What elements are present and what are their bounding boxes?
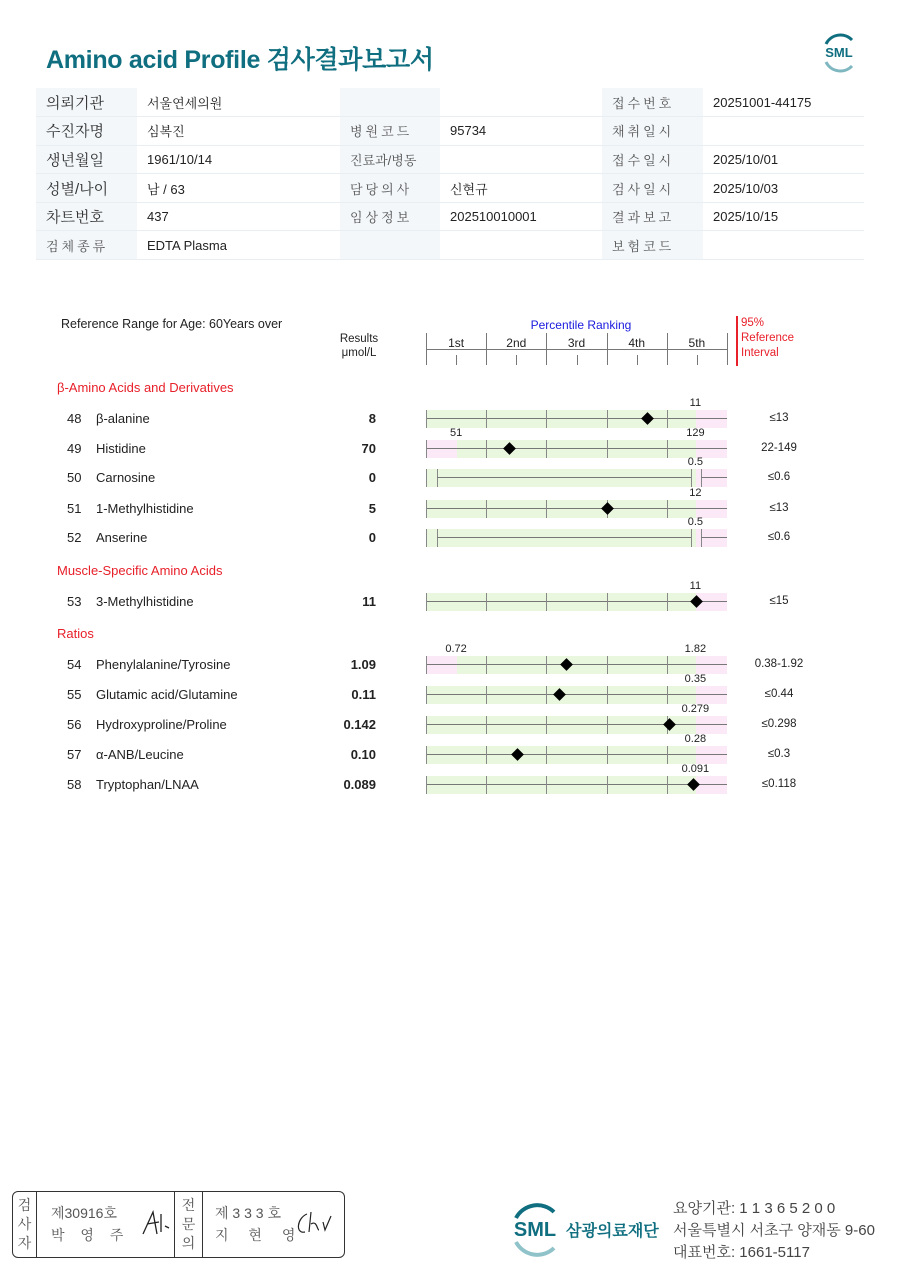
bar-divider	[667, 440, 668, 458]
analyte-number: 57	[67, 747, 82, 762]
report-title: Amino acid Profile 검사결과보고서	[46, 46, 434, 74]
info-label: 병원코드	[340, 117, 440, 146]
analyte-result: 0.142	[343, 717, 376, 732]
bar-divider	[691, 469, 692, 487]
info-value: 신현규	[440, 174, 602, 203]
bar-divider	[486, 686, 487, 704]
bar-divider	[667, 410, 668, 428]
section-title: Muscle-Specific Amino Acids	[57, 563, 223, 578]
bar-divider	[546, 776, 547, 794]
bar-line	[427, 601, 727, 602]
abnormal-zone	[696, 686, 727, 704]
info-row	[36, 231, 864, 260]
bar-divider	[437, 469, 438, 487]
info-label: 검체종류	[36, 231, 137, 260]
bar-line	[427, 754, 727, 755]
unit-label: μmol/L	[341, 347, 377, 359]
info-row	[36, 145, 864, 174]
reference-interval: ≤15	[769, 595, 789, 607]
info-value: 2025/10/03	[703, 174, 864, 203]
result-marker	[512, 748, 525, 761]
abnormal-zone	[427, 440, 457, 458]
scale-tick	[697, 355, 698, 365]
info-value	[440, 88, 602, 117]
scale-divider	[426, 333, 427, 365]
quintile-label: 4th	[628, 336, 646, 350]
info-value: EDTA Plasma	[137, 231, 340, 260]
analyte-result: 0.11	[351, 687, 376, 702]
analyte-number: 53	[67, 594, 82, 609]
bar-divider	[486, 500, 487, 518]
info-value: 남 / 63	[137, 174, 340, 203]
analyte-name: Carnosine	[96, 470, 156, 485]
scale-divider	[486, 333, 487, 365]
result-marker	[503, 442, 516, 455]
analyte-name: β-alanine	[96, 411, 150, 426]
info-label	[340, 88, 440, 117]
sig2-label: 전	[181, 1197, 196, 1213]
bar-divider	[701, 469, 702, 487]
sml-footer-logo	[508, 1200, 562, 1258]
info-label: 수진자명	[36, 117, 137, 146]
analyte-name: Hydroxyproline/Proline	[96, 717, 227, 732]
reference-interval: ≤13	[769, 412, 789, 424]
scale-tick	[577, 355, 578, 365]
bar-line	[427, 508, 727, 509]
bar-line	[427, 784, 727, 785]
bar-divider	[486, 776, 487, 794]
percentile-bar	[426, 500, 727, 518]
sig1-label: 검	[17, 1197, 32, 1213]
info-label: 접수일시	[602, 145, 703, 174]
upper-cutoff-label: 0.279	[681, 703, 710, 715]
analyte-name: Anserine	[96, 530, 148, 545]
abnormal-zone	[427, 656, 457, 674]
percentile-bar	[426, 776, 727, 794]
info-label: 검사일시	[602, 174, 703, 203]
quintile-label: 3rd	[567, 336, 586, 350]
info-label: 의뢰기관	[36, 88, 137, 117]
svg-text:SML: SML	[513, 1219, 557, 1241]
analyte-result: 0	[368, 530, 376, 545]
section-title: β-Amino Acids and Derivatives	[57, 380, 234, 395]
abnormal-zone	[696, 410, 727, 428]
info-row	[36, 202, 864, 231]
bar-divider	[546, 410, 547, 428]
info-label: 성별/나이	[36, 174, 137, 203]
upper-cutoff-label: 11	[689, 580, 702, 592]
info-value	[440, 145, 602, 174]
result-marker	[663, 718, 676, 731]
abnormal-zone	[696, 716, 727, 734]
info-value	[703, 231, 864, 260]
scale-tick	[637, 355, 638, 365]
analyte-number: 49	[67, 441, 82, 456]
lower-cutoff-label: 0.72	[445, 643, 467, 655]
ref-title-line: Reference	[741, 332, 795, 344]
section-title: Ratios	[57, 626, 94, 641]
institution-code: 요양기관: 1 1 3 6 5 2 0 0	[673, 1200, 836, 1217]
bar-divider	[486, 593, 487, 611]
analyte-number: 48	[67, 411, 82, 426]
bar-divider	[546, 746, 547, 764]
reference-interval: 0.38-1.92	[754, 658, 804, 670]
info-value: 2025/10/01	[703, 145, 864, 174]
analyte-row	[0, 427, 900, 459]
analyte-name: 1-Methylhistidine	[96, 501, 194, 516]
reference-interval: ≤0.6	[767, 531, 791, 543]
sig1-license: 제30916호	[51, 1205, 117, 1221]
analyte-name: α-ANB/Leucine	[96, 747, 184, 762]
upper-cutoff-label: 1.82	[684, 643, 707, 655]
scale-tick	[456, 355, 457, 365]
analyte-result: 0.10	[350, 747, 376, 762]
ref-title-line: Interval	[741, 347, 779, 359]
signature-mark	[139, 1208, 173, 1238]
patient-info-table	[36, 88, 864, 260]
signature-mark	[293, 1208, 333, 1238]
sml-logo	[818, 30, 860, 74]
percentile-bar	[426, 656, 727, 674]
percentile-title: Percentile Ranking	[530, 318, 632, 332]
analyte-name: 3-Methylhistidine	[96, 594, 194, 609]
bar-divider	[486, 410, 487, 428]
percentile-bar	[426, 469, 727, 487]
reference-interval: ≤13	[769, 502, 789, 514]
bar-divider	[667, 776, 668, 794]
analyte-row	[0, 703, 900, 735]
info-label: 진료과/병동	[340, 145, 440, 174]
info-row	[36, 174, 864, 203]
bar-line	[701, 537, 727, 538]
percentile-bar	[426, 593, 727, 611]
upper-cutoff-label: 0.5	[687, 516, 704, 528]
bar-divider	[486, 716, 487, 734]
upper-cutoff-label: 0.35	[684, 673, 707, 685]
bar-line	[701, 477, 727, 478]
bar-divider	[667, 656, 668, 674]
info-value: 437	[137, 202, 340, 231]
upper-cutoff-label: 0.091	[681, 763, 710, 775]
age-range-label: Reference Range for Age: 60Years over	[61, 317, 283, 331]
bar-divider	[437, 529, 438, 547]
bar-divider	[546, 593, 547, 611]
info-value: 202510010001	[440, 202, 602, 231]
analyte-result: 5	[368, 501, 376, 516]
analyte-row	[0, 397, 900, 429]
abnormal-zone	[696, 656, 727, 674]
analyte-number: 55	[67, 687, 82, 702]
abnormal-zone	[696, 776, 727, 794]
reference-interval: ≤0.118	[761, 778, 797, 790]
org-logo	[508, 1200, 659, 1258]
info-label: 보험코드	[602, 231, 703, 260]
analyte-row	[0, 456, 900, 488]
bar-divider	[607, 410, 608, 428]
info-label: 생년월일	[36, 145, 137, 174]
percentile-bar	[426, 440, 727, 458]
sig2-label: 문	[181, 1216, 196, 1232]
analyte-result: 1.09	[350, 657, 376, 672]
info-value	[440, 231, 602, 260]
percentile-bar	[426, 746, 727, 764]
bar-divider	[546, 716, 547, 734]
analyte-number: 52	[67, 530, 82, 545]
upper-cutoff-label: 11	[689, 397, 702, 409]
bar-divider	[667, 593, 668, 611]
bar-divider	[607, 746, 608, 764]
info-value: 95734	[440, 117, 602, 146]
svg-text:SML: SML	[825, 45, 853, 60]
percentile-bar	[426, 529, 727, 547]
bar-line	[437, 477, 691, 478]
analyte-row	[0, 673, 900, 705]
analyte-name: Phenylalanine/Tyrosine	[96, 657, 231, 672]
sig1-label: 사	[17, 1216, 32, 1232]
scale-tick	[516, 355, 517, 365]
analyte-row	[0, 733, 900, 765]
bar-line	[427, 724, 727, 725]
analyte-number: 50	[67, 470, 82, 485]
analyte-result: 0.089	[343, 777, 376, 792]
upper-cutoff-label: 0.28	[684, 733, 707, 745]
analyte-name: Tryptophan/LNAA	[96, 777, 199, 792]
results-label: Results	[339, 333, 379, 345]
bar-divider	[701, 529, 702, 547]
reference-interval: ≤0.44	[764, 688, 794, 700]
bar-divider	[667, 686, 668, 704]
bar-divider	[607, 440, 608, 458]
info-value: 2025/10/15	[703, 202, 864, 231]
info-value: 서울연세의원	[137, 88, 340, 117]
bar-line	[427, 694, 727, 695]
percentile-bar	[426, 716, 727, 734]
analyte-number: 54	[67, 657, 82, 672]
info-label	[340, 231, 440, 260]
analyte-number: 58	[67, 777, 82, 792]
info-label: 담당의사	[340, 174, 440, 203]
result-marker	[642, 412, 655, 425]
phone: 대표번호: 1661-5117	[673, 1244, 810, 1261]
bar-divider	[607, 686, 608, 704]
info-value: 1961/10/14	[137, 145, 340, 174]
info-value: 심복진	[137, 117, 340, 146]
info-label: 임상정보	[340, 202, 440, 231]
analyte-result: 8	[368, 411, 376, 426]
scale-divider	[607, 333, 608, 365]
scale-divider	[667, 333, 668, 365]
analyte-result: 11	[362, 594, 376, 609]
bar-divider	[607, 656, 608, 674]
info-value	[703, 117, 864, 146]
scale-divider	[546, 333, 547, 365]
bar-line	[427, 418, 727, 419]
upper-cutoff-label: 12	[689, 487, 702, 499]
info-label: 채취일시	[602, 117, 703, 146]
bar-divider	[667, 500, 668, 518]
info-label: 차트번호	[36, 202, 137, 231]
reference-interval-header	[736, 316, 794, 366]
bar-line	[427, 448, 727, 449]
bar-divider	[691, 529, 692, 547]
analyte-result: 0	[368, 470, 376, 485]
percentile-bar	[426, 410, 727, 428]
analyte-row	[0, 516, 900, 548]
quintile-label: 2nd	[506, 336, 527, 350]
bar-divider	[667, 746, 668, 764]
info-row	[36, 117, 864, 146]
reference-interval: ≤0.6	[767, 471, 791, 483]
sig2-license: 제 3 3 3 호	[215, 1205, 281, 1221]
analyte-row	[0, 763, 900, 795]
result-marker	[553, 688, 566, 701]
bar-divider	[486, 656, 487, 674]
analyte-name: Histidine	[96, 441, 146, 456]
info-label: 접수번호	[602, 88, 703, 117]
analyte-number: 51	[67, 501, 82, 516]
reference-interval: ≤0.298	[761, 718, 797, 730]
ref-title-line: 95%	[741, 317, 765, 329]
bar-divider	[546, 440, 547, 458]
result-marker	[601, 502, 614, 515]
percentile-bar	[426, 686, 727, 704]
bar-divider	[546, 500, 547, 518]
sig2-name: 지 현 영	[215, 1227, 304, 1243]
analyte-name: Glutamic acid/Glutamine	[96, 687, 238, 702]
abnormal-zone	[696, 746, 727, 764]
analyte-row	[0, 580, 900, 612]
percentile-scale	[426, 333, 727, 365]
info-value: 20251001-44175	[703, 88, 864, 117]
bar-divider	[546, 686, 547, 704]
quintile-label: 1st	[448, 336, 465, 350]
sig2-label: 의	[181, 1235, 196, 1251]
bar-divider	[486, 746, 487, 764]
address: 서울특별시 서초구 양재동 9-60	[673, 1222, 875, 1239]
upper-cutoff-label: 129	[686, 427, 705, 439]
result-marker	[561, 658, 574, 671]
analyte-row	[0, 487, 900, 519]
sig1-label: 자	[17, 1235, 32, 1251]
bar-divider	[607, 716, 608, 734]
bar-divider	[607, 593, 608, 611]
bar-divider	[486, 440, 487, 458]
quintile-label: 5th	[688, 336, 706, 350]
reference-interval: ≤0.3	[767, 748, 791, 760]
bar-divider	[546, 656, 547, 674]
bar-divider	[607, 776, 608, 794]
org-name: 삼광의료재단	[566, 1222, 659, 1240]
reference-interval: 22-149	[761, 442, 797, 454]
bar-line	[437, 537, 691, 538]
signature-box	[12, 1191, 345, 1258]
bar-line	[427, 664, 727, 665]
info-label: 결과보고	[602, 202, 703, 231]
analyte-row	[0, 643, 900, 675]
analyte-number: 56	[67, 717, 82, 732]
sig1-name: 박 영 주	[51, 1227, 130, 1243]
analyte-result: 70	[361, 441, 376, 456]
scale-divider	[727, 333, 728, 365]
upper-cutoff-label: 0.5	[687, 456, 704, 468]
lower-cutoff-label: 51	[449, 427, 463, 439]
info-row	[36, 88, 864, 117]
